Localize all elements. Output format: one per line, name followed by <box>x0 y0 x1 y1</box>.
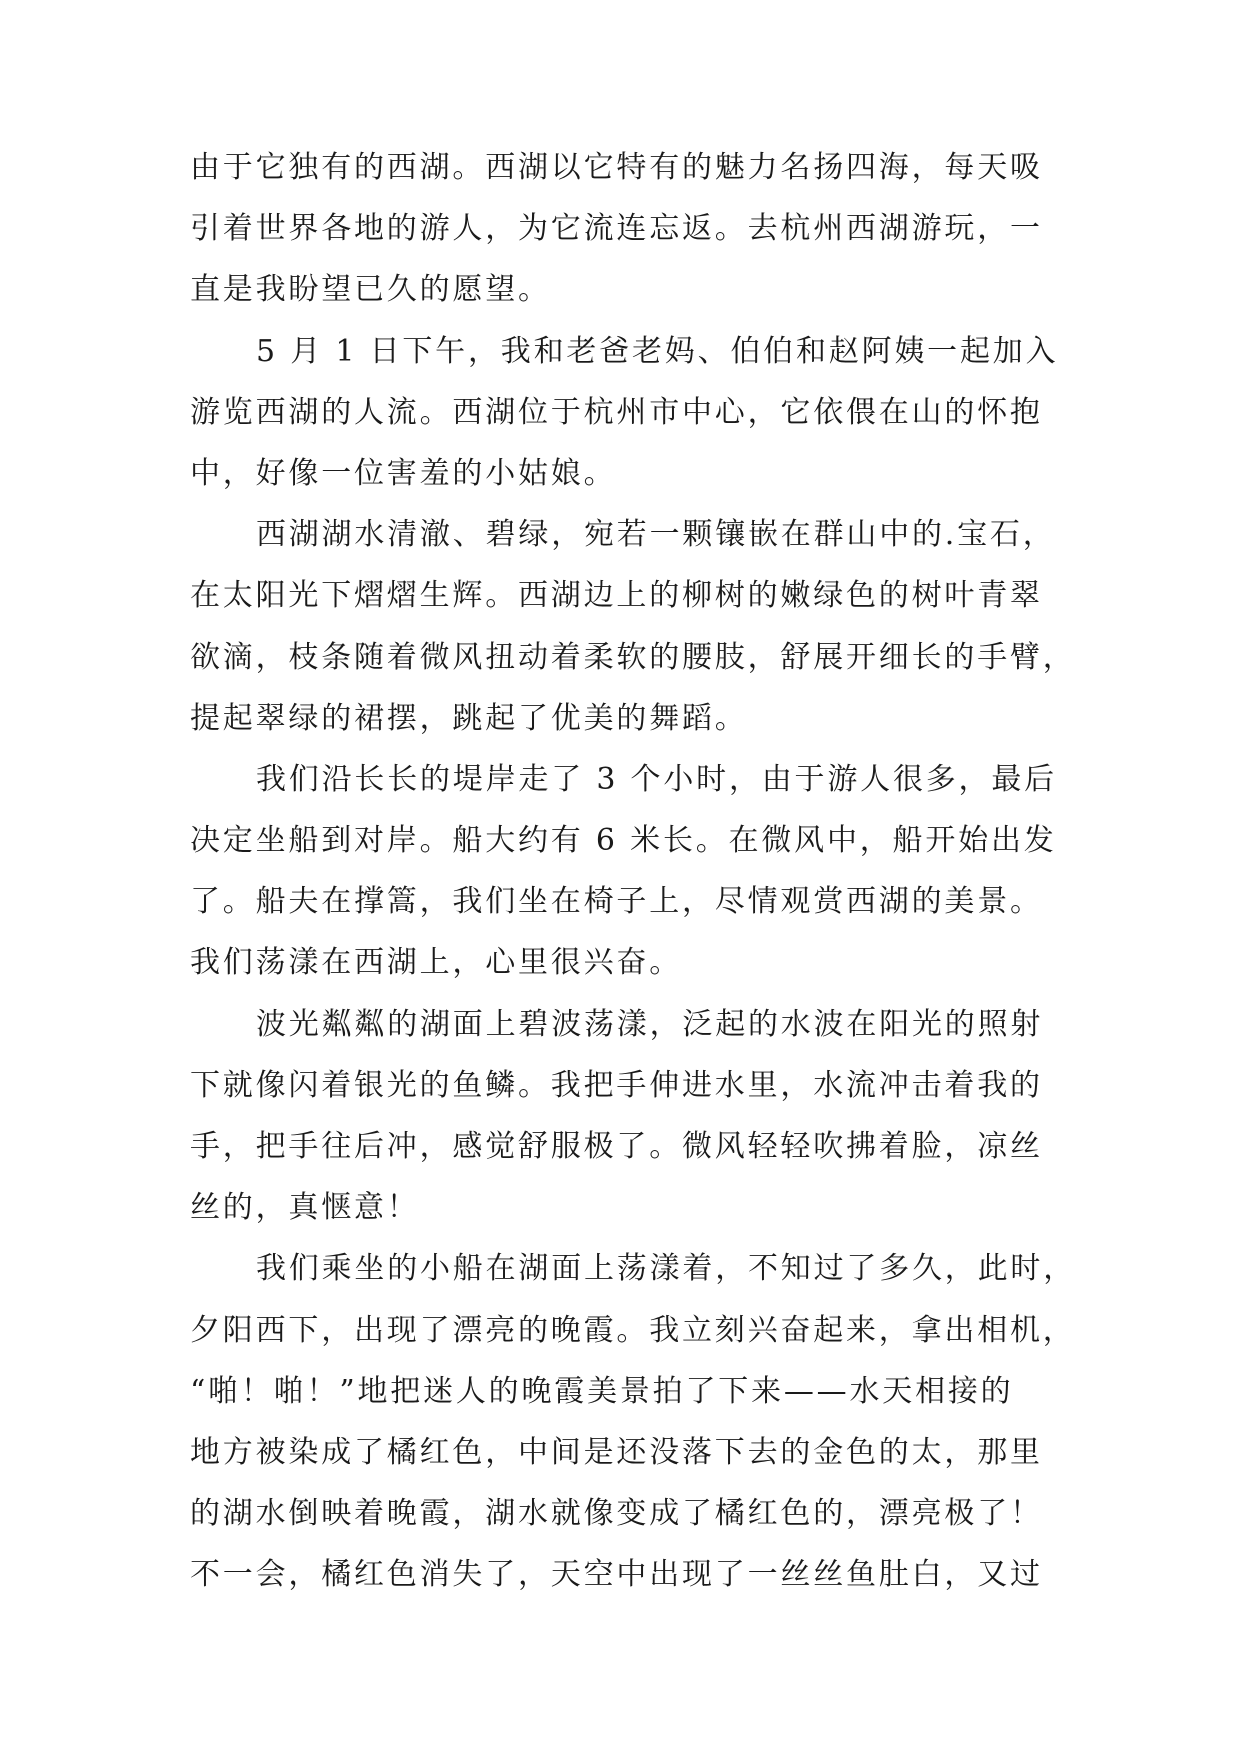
text-line: 手，把手往后冲，感觉舒服极了。微风轻轻吹拂着脸，凉丝 <box>190 1129 1043 1164</box>
text-line: 夕阳西下，出现了漂亮的晚霞。我立刻兴奋起来，拿出相机， <box>190 1312 1076 1348</box>
text-line-indented: 我们沿长长的堤岸走了 3 个小时，由于游人很多，最后 <box>256 761 1057 797</box>
text-line: 游览西湖的人流。西湖位于杭州市中心，它依偎在山的怀抱 <box>190 394 1043 430</box>
text-line: 提起翠绿的裙摆，跳起了优美的舞蹈。 <box>190 700 748 736</box>
text-line: 我们荡漾在西湖上，心里很兴奋。 <box>190 945 682 981</box>
text-line: 欲滴，枝条随着微风扭动着柔软的腰肢，舒展开细长的手臂， <box>190 639 1076 675</box>
text-line: 地方被染成了橘红色，中间是还没落下去的金色的太，那里 <box>190 1434 1043 1470</box>
text-line: 引着世界各地的游人，为它流连忘返。去杭州西湖游玩，一 <box>190 211 1043 247</box>
text-line: 决定坐船到对岸。船大约有 6 米长。在微风中，船开始出发 <box>190 823 1057 859</box>
text-line: 了。船夫在撑篙，我们坐在椅子上，尽情观赏西湖的美景。 <box>190 884 1043 920</box>
text-line: 由于它独有的西湖。西湖以它特有的魅力名扬四海，每天吸 <box>190 150 1043 185</box>
text-line: 下就像闪着银光的鱼鳞。我把手伸进水里，水流冲击着我的 <box>190 1067 1043 1103</box>
text-line: 丝的，真惬意！ <box>190 1190 420 1226</box>
text-line: 中，好像一位害羞的小姑娘。 <box>190 455 617 491</box>
document-body <box>190 137 1076 1606</box>
text-line: 直是我盼望已久的愿望。 <box>190 272 551 308</box>
text-line-indented: 5 月 1 日下午，我和老爸老妈、伯伯和赵阿姨一起加入 <box>256 333 1059 369</box>
text-line-indented: 波光粼粼的湖面上碧波荡漾，泛起的水波在阳光的照射 <box>256 1006 1044 1042</box>
text-line-indented: 西湖湖水清澈、碧绿，宛若一颗镶嵌在群山中的.宝石， <box>256 517 1056 553</box>
text-line: “啪！啪！”地把迷人的晚霞美景拍了下来——水天相接的 <box>190 1373 1014 1409</box>
text-line-indented: 我们乘坐的小船在湖面上荡漾着，不知过了多久，此时， <box>256 1251 1076 1287</box>
text-line: 在太阳光下熠熠生辉。西湖边上的柳树的嫩绿色的树叶青翠 <box>190 578 1043 614</box>
text-line: 不一会，橘红色消失了，天空中出现了一丝丝鱼肚白，又过 <box>190 1557 1043 1593</box>
text-line: 的湖水倒映着晚霞，湖水就像变成了橘红色的，漂亮极了！ <box>190 1496 1043 1532</box>
